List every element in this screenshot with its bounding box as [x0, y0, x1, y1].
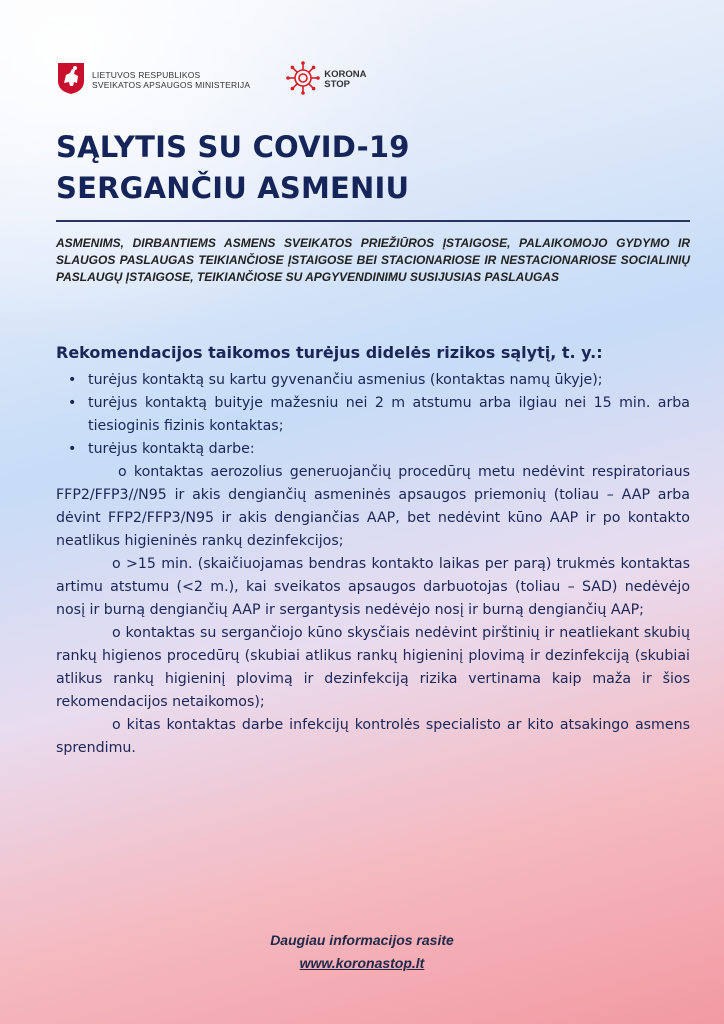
- sub-item: o >15 min. (skaičiuojamas bendras kontakto laikas per parą) trukmės kontaktas artimu atstumu (<2 m.), kai sveikatos apsaugos darbuotojas (toliau – SAD) nedėvėjo nosį ir burną dengiančių AAP ir sergantysis nedėvėjo nosį ir burną dengiančių AAP;: [56, 556, 690, 618]
- ministry-name-line2: SVEIKATOS APSAUGOS MINISTERIJA: [92, 80, 251, 90]
- korona-stop-logo: [286, 61, 366, 99]
- ministry-logo: [56, 61, 250, 99]
- korona-stop-name: [324, 70, 366, 90]
- page-title: [56, 127, 410, 209]
- bullet-item: • turėjus kontaktą darbe:: [56, 438, 690, 461]
- footer-info: Daugiau informacijos rasite: [270, 932, 454, 948]
- korona-name-line2: STOP: [324, 79, 350, 90]
- sub-item: o kitas kontaktas darbe infekcijų kontrolės specialisto ar kito atsakingo asmens sprendimu.: [56, 717, 690, 756]
- recommendations-heading: Rekomendacijos taikomos turėjus didelės rizikos sąlytį, t. y.:: [56, 343, 603, 362]
- bullet-item: • turėjus kontaktą buityje mažesniu nei 2 m atstumu arba ilgiau nei 15 min. arba tiesioginis fizinis kontaktas;: [56, 392, 690, 438]
- recommendations-body: [56, 369, 690, 760]
- audience-subtitle: ASMENIMS, DIRBANTIEMS ASMENS SVEIKATOS PRIEŽIŪROS ĮSTAIGOSE, PALAIKOMOJO GYDYMO IR SLAUGOS PASLAUGAS TEIKIANČIOSE ĮSTAIGOSE BEI STACIONARIOSE IR NESTACIONARIOSE SOCIALINIŲ PASLAUGŲ ĮSTAIGOSE, TEIKIANČIOSE SU APGYVENDINIMU SUSIJUSIAS PASLAUGAS: [56, 236, 690, 284]
- title-line-2: SERGANČIU ASMENIU: [56, 171, 410, 205]
- bullet-list: [56, 369, 690, 461]
- virus-icon: [286, 61, 320, 99]
- footer-link[interactable]: www.koronastop.lt: [299, 955, 425, 971]
- ministry-name-line1: LIETUVOS RESPUBLIKOS: [92, 70, 201, 80]
- sub-item: o kontaktas su sergančiojo kūno skysčiais nedėvint pirštinių ir neatliekant skubių rankų higienos procedūrų (skubiai atlikus rankų higieninį plovimą ir dezinfekciją (skubiai atlikus rankų higieninį plovimą ir dezinfekciją rizika vertinama kaip maža ir šios rekomendacijos netaikomos);: [56, 625, 690, 710]
- ministry-name: [92, 70, 250, 90]
- title-line-1: SĄLYTIS SU COVID-19: [56, 130, 410, 164]
- coat-of-arms-icon: [56, 61, 86, 99]
- logo-bar: [56, 62, 367, 98]
- korona-name-line1: KORONA: [324, 69, 367, 80]
- bullet-item: • turėjus kontaktą su kartu gyvenančiu asmenius (kontaktas namų ūkyje);: [56, 369, 690, 392]
- title-divider: [56, 220, 690, 222]
- sub-item: o kontaktas aerozolius generuojančių procedūrų metu nedėvint respiratoriaus FFP2/FFP3//N95 ir akis dengiančių asmeninės apsaugos priemonių (toliau – AAP arba dėvint FFP2/FFP3/N95 ir akis dengiančias AAP, bet nedėvint kūno AAP ir po kontakto neatlikus higieninės rankų dezinfekcijos;: [56, 464, 690, 549]
